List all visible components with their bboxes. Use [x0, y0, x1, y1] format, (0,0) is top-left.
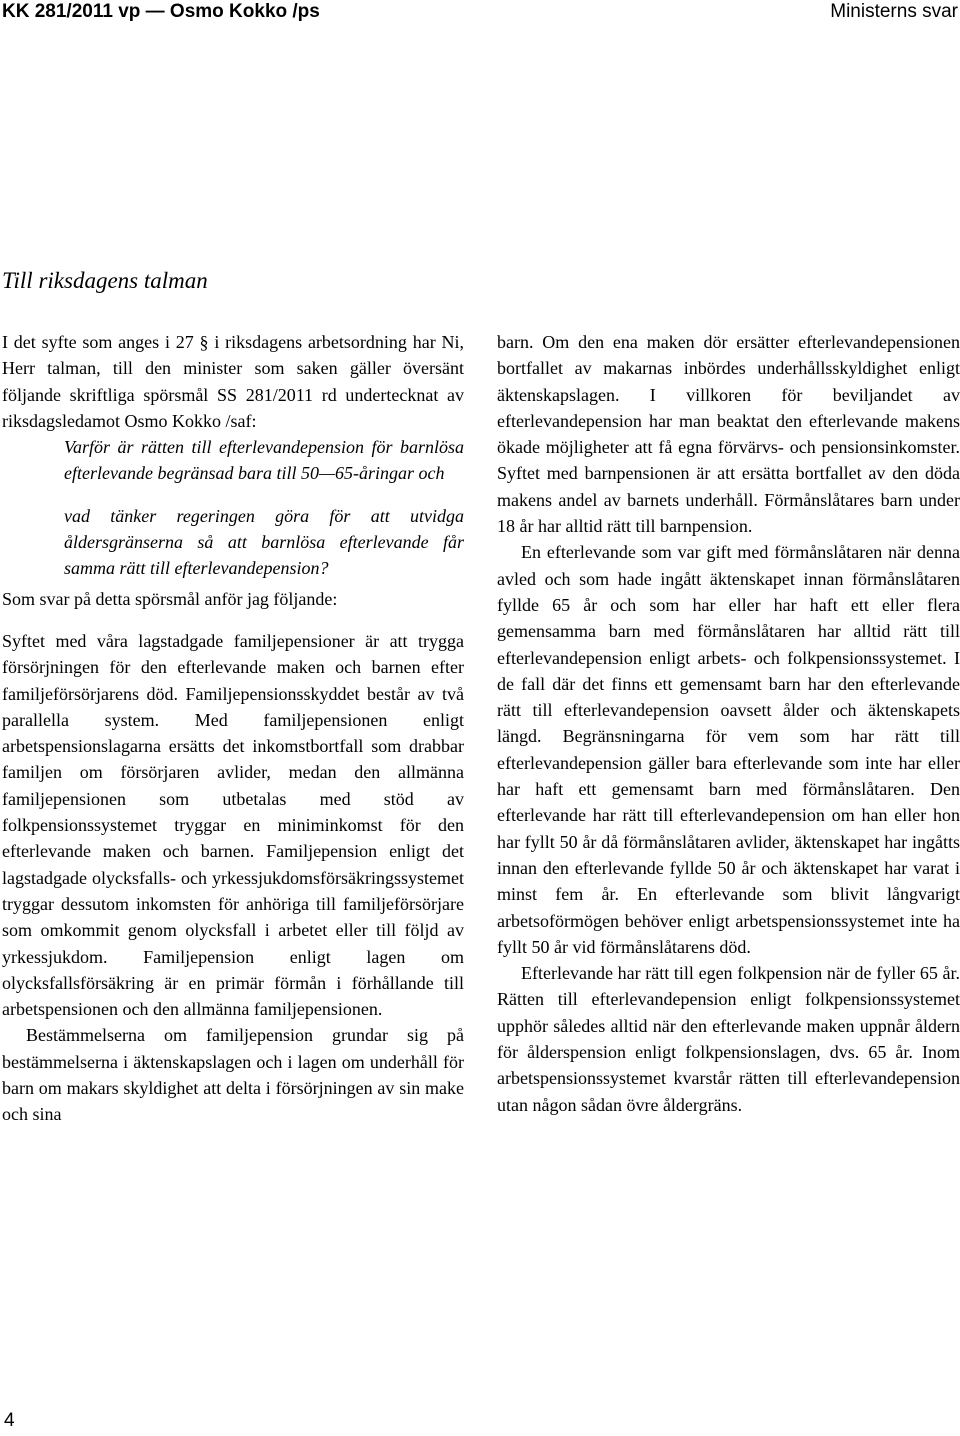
page-number: 4: [4, 1410, 15, 1431]
answer-intro: Som svar på detta spörsmål anför jag följande:: [2, 588, 338, 609]
answer-paragraph-5: Efterlevande har rätt till egen folkpension när de fyller 65 år. Rätten till efterlevandepension enligt folkpensionssystemet upphör således alltid när den efterlevande maken uppnår åldern för ålderspension enligt folkpensionslagen, dvs. 65 år. Inom arbetspensionssystemet kvarstår rätten till efterlevandepension utan någon sådan övre åldergräns.: [497, 963, 960, 1115]
page-title: Till riksdagens talman: [2, 268, 208, 293]
answer-paragraph-3: barn. Om den ena maken dör ersätter efterlevandepensionen bortfallet av makarnas inbördes underhållsskyldighet enligt äktenskapslagen. I villkoren för beviljandet av efterlevandepension har man beaktat den efterlevande makens ökade möjligheter att få egna förvärvs- och pensionsinkomster. Syftet med barnpensionen är att ersätta bortfallet av den döda makens andel av barnets underhåll. Förmånslåtares barn under 18 år har alltid rätt till barnpension.: [497, 332, 960, 537]
header-document-id: KK 281/2011 vp — Osmo Kokko /ps: [2, 1, 320, 22]
answer-paragraph-1: Syftet med våra lagstadgade familjepensioner är att trygga försörjningen för den efterlevande maken och barnen efter familjeförsörjarens död. Familjepensionsskyddet består av två parallella system. Med familjepensionen enligt arbetspensionslagarna ersätts det inkomstbortfall som drabbar familjen om försörjaren avlider, medan den allmänna familjepensionen som utbetalas med stöd av folkpensionssystemet tryggar en miniminkomst för den efterlevande maken och barnen. Familjepension enligt det lagstadgade olycksfalls- och yrkessjukdomsförsäkringssystemet tryggar dessutom inkomsten för anhöriga till familjeförsörjare som omkommit genom olycksfall i arbetet eller till följd av yrkessjukdom. Familjepension enligt lagen om olycksfallsförsäkring är en primär förmån i förhållande till arbetspensionen och den allmänna familjepensionen.: [2, 630, 464, 1020]
question-2: vad tänker regeringen göra för att utvidga åldersgränserna så att barnlösa efterlevande får samma rätt till efterlevandepension?: [64, 505, 464, 579]
right-column: [497, 329, 960, 1118]
intro-paragraph: I det syfte som anges i 27 § i riksdagens arbetsordning har Ni, Herr talman, till den minister som saken gäller översänt följande skriftliga spörsmål SS 281/2011 rd undertecknat av riksdagsledamot Osmo Kokko /saf:: [2, 332, 464, 431]
answer-paragraph-4: En efterlevande som var gift med förmånslåtaren när denna avled och som hade ingått äktenskapet innan förmånslåtaren fyllde 65 år och som har eller har haft ett eller flera gemensamma barn med förmånslåtaren har alltid rätt till efterlevandepension enligt arbets- och folkpensionssystemet. I de fall där det finns ett gemensamt barn har den efterlevande rätt till efterlevandepension oavsett ålder och äktenskapets längd. Begränsningarna för vem som har rätt till efterlevandepension gäller bara efterlevande som inte har eller har haft ett gemensamt barn med förmånslåtaren. Den efterlevande har rätt till efterlevandepension om han eller hon har fyllt 50 år då förmånslåtaren avlider, äktenskapet har ingåtts innan den efterlevande fyllde 50 år och äktenskapet har varat i minst fem år. En efterlevande som blivit långvarigt arbetsoförmögen behöver enligt arbetspensionssystemet inte ha fyllt 50 år vid förmånslåtarens död.: [497, 542, 960, 957]
header-section-title: Ministerns svar: [830, 1, 958, 22]
left-column: [2, 329, 464, 1128]
question-1: Varför är rätten till efterlevandepension för barnlösa efterlevande begränsad bara till 50—65-åringar och: [64, 437, 464, 484]
answer-paragraph-2: Bestämmelserna om familjepension grundar sig på bestämmelserna i äktenskapslagen och i lagen om underhåll för barn om makars skyldighet att delta i försörjningen av sin make och sina: [2, 1025, 464, 1125]
